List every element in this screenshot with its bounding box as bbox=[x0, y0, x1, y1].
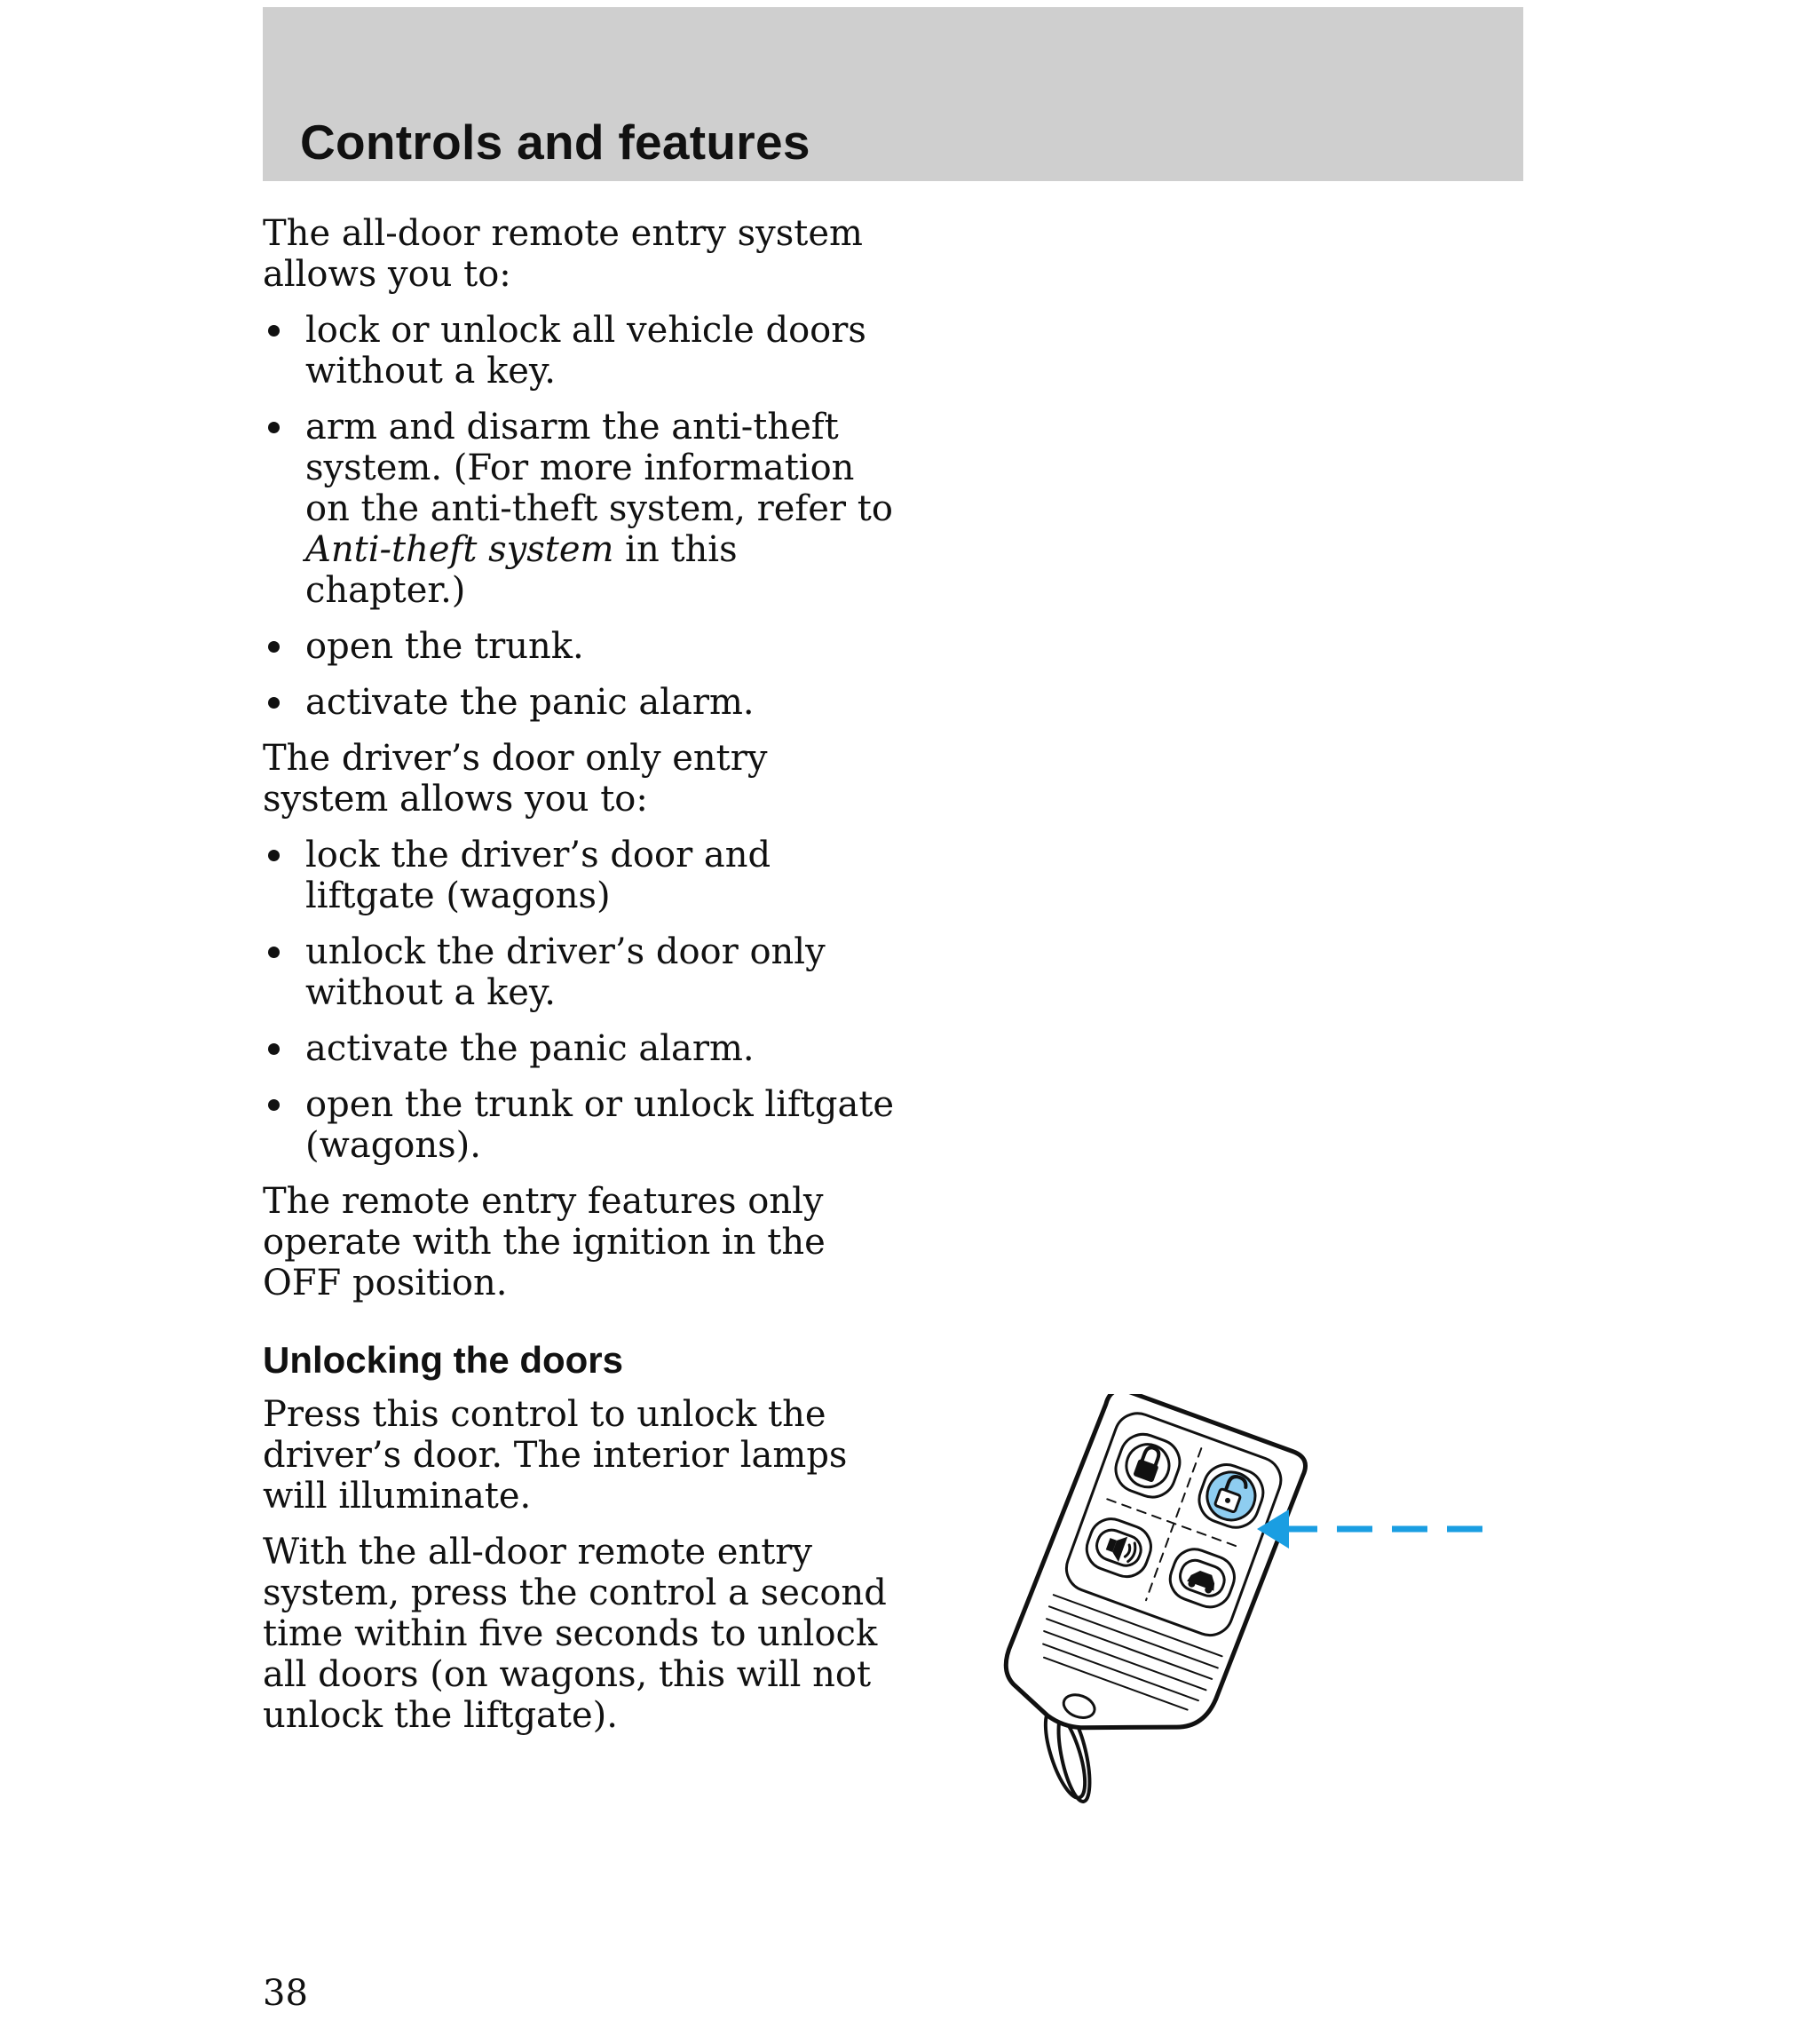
list-item-text: arm and disarm the anti-theft system. (For more information on the anti-theft system, refer to bbox=[305, 407, 893, 529]
all-door-list bbox=[263, 310, 902, 723]
list-item-text: in this chapter.) bbox=[305, 529, 738, 611]
list-item: activate the panic alarm. bbox=[263, 1028, 902, 1069]
list-item: unlock the driver’s door only without a key. bbox=[263, 931, 902, 1013]
list-item bbox=[263, 407, 902, 611]
intro-driver-door: The driver’s door only entry system allows you to: bbox=[263, 738, 768, 820]
header-band bbox=[263, 7, 1523, 181]
page-title: Controls and features bbox=[300, 115, 810, 170]
unlocking-paragraph-2: With the all-door remote entry system, press the control a second time within five seconds to unlock all doors (on wagons, this will not unlock the liftgate). bbox=[263, 1532, 887, 1736]
intro-all-door: The all-door remote entry system allows you to: bbox=[263, 213, 863, 295]
unlocking-paragraph-1: Press this control to unlock the driver’s door. The interior lamps will illuminate. bbox=[263, 1394, 848, 1517]
list-item: lock or unlock all vehicle doors without a key. bbox=[263, 310, 902, 392]
page-number: 38 bbox=[263, 1973, 308, 2014]
list-item: open the trunk or unlock liftgate (wagons). bbox=[263, 1084, 902, 1166]
list-item: lock the driver’s door and liftgate (wagons) bbox=[263, 835, 902, 916]
anti-theft-reference: Anti-theft system bbox=[305, 529, 614, 570]
pointer-arrow bbox=[1257, 1509, 1482, 1549]
ignition-note: The remote entry features only operate with the ignition in the OFF position. bbox=[263, 1181, 826, 1303]
driver-door-list bbox=[263, 835, 902, 1166]
list-item: open the trunk. bbox=[263, 626, 902, 667]
list-item: activate the panic alarm. bbox=[263, 682, 902, 723]
main-text-column bbox=[263, 213, 902, 1751]
section-heading-unlocking: Unlocking the doors bbox=[263, 1339, 624, 1381]
remote-key-fob-illustration bbox=[941, 1394, 1491, 1811]
